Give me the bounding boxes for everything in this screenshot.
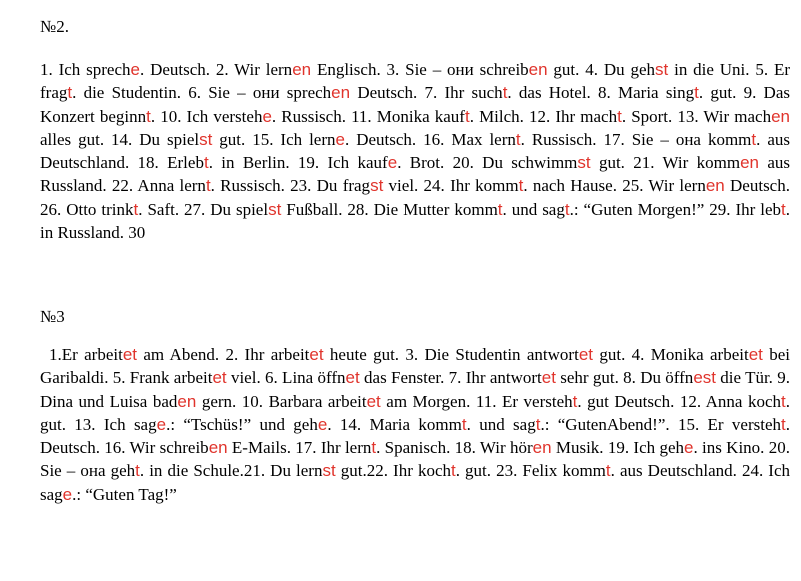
handwritten-ending: en [771, 106, 790, 126]
handwritten-ending: t [497, 199, 503, 219]
handwritten-ending: t [203, 153, 209, 173]
handwritten-ending: e [317, 414, 328, 434]
handwritten-ending: t [371, 438, 377, 458]
handwritten-ending: en [740, 153, 759, 173]
text-segment: Musik. 19. Ich geh [551, 438, 684, 458]
handwritten-ending: e [62, 484, 73, 504]
text-segment: Deutsch. 26. Otto trink [40, 176, 790, 219]
text-segment: . Brot. 20. Du schwimm [397, 153, 578, 173]
handwritten-ending: e [387, 153, 398, 173]
text-segment: die Tür. 9. Dina und Luisa bad [40, 368, 790, 411]
text-segment: . Saft. 27. Du spiel [138, 199, 269, 219]
handwritten-ending: et [309, 345, 324, 364]
text-segment: . gut. 13. Ich sag [40, 391, 791, 434]
text-segment: gut. 21. Wir komm [590, 153, 741, 173]
exercise-3-text [40, 343, 790, 506]
handwritten-ending: st [268, 199, 282, 219]
text-segment: alles gut. 14. Du spiel [40, 129, 200, 149]
handwritten-ending: t [564, 199, 570, 219]
text-segment: sehr gut. 8. Du öffn [555, 368, 694, 388]
text-segment: E-Mails. 17. Ihr lern [227, 438, 372, 458]
text-segment: . Russisch. 17. Sie – она komm [520, 129, 752, 149]
handwritten-ending: e [156, 414, 167, 434]
handwritten-ending: en [705, 176, 725, 196]
text-segment: heute gut. 3. Die Studentin antwort [323, 345, 579, 364]
handwritten-ending: e [262, 106, 272, 126]
text-segment: . ins Kino. 20. Sie – она geh [40, 438, 790, 481]
text-segment: . nach Hause. 25. Wir lern [523, 176, 706, 196]
handwritten-ending: t [605, 461, 611, 481]
text-segment: aus Russland. 22. Anna lern [40, 153, 790, 196]
text-segment: .: “GutenAbend!”. 15. Er versteh [540, 414, 782, 434]
text-segment: das Fenster. 7. Ihr antwort [359, 368, 542, 388]
text-segment: . Sport. 13. Wir mach [621, 106, 772, 126]
text-segment: viel. 24. Ihr komm [383, 176, 519, 196]
handwritten-ending: et [541, 368, 556, 388]
handwritten-ending: t [535, 414, 541, 434]
handwritten-ending: t [572, 391, 578, 411]
handwritten-ending: t [515, 129, 521, 149]
handwritten-ending: et [212, 368, 227, 388]
handwritten-ending: t [617, 106, 622, 126]
text-segment: . und sag [502, 199, 565, 219]
text-segment: gut.22. Ihr koch [335, 461, 451, 481]
text-segment: . Deutsch. 16. Wir schreib [40, 414, 791, 458]
handwritten-ending: t [464, 106, 470, 126]
text-segment: am Abend. 2. Ihr arbeit [137, 345, 310, 364]
text-segment: . gut Deutsch. 12. Anna koch [577, 391, 782, 411]
text-segment: .: “Guten Tag!” [72, 484, 177, 504]
handwritten-ending: en [292, 60, 312, 79]
handwritten-ending: st [655, 60, 669, 79]
handwritten-ending: et [366, 391, 381, 411]
text-segment: . und sag [466, 414, 536, 434]
handwritten-ending: e [335, 129, 345, 149]
text-segment: bei Garibaldi. 5. Frank arbeit [40, 345, 790, 388]
handwritten-ending: et [748, 345, 763, 364]
exercise-2-text [40, 58, 790, 244]
handwritten-ending: est [693, 368, 716, 388]
text-segment: 1.Er arbeit [49, 345, 123, 364]
text-segment: . die Studentin. 6. Sie – они sprech [72, 83, 332, 103]
text-segment: . Deutsch. 2. Wir lern [139, 60, 293, 79]
text-segment: Deutsch. 7. Ihr such [350, 83, 503, 103]
text-segment: . 10. Ich versteh [150, 106, 263, 126]
handwritten-ending: t [67, 83, 73, 103]
text-segment: . das Hotel. 8. Maria sing [507, 83, 695, 103]
text-segment: . Russisch. 23. Du frag [210, 176, 371, 196]
text-segment: . Spanisch. 18. Wir hör [376, 438, 533, 458]
text-segment: . in Berlin. 19. Ich kauf [208, 153, 388, 173]
handwritten-ending: e [130, 60, 140, 79]
text-segment: . Russisch. 11. Monika kauf [271, 106, 465, 126]
handwritten-ending: t [694, 83, 699, 103]
handwritten-ending: en [177, 391, 197, 411]
text-segment: in die Uni. 5. Er frag [40, 60, 790, 103]
handwritten-ending: t [781, 199, 786, 219]
text-segment: . aus Deutschland. 24. Ich sag [40, 461, 791, 504]
handwritten-ending: st [370, 176, 384, 196]
text-segment: . gut. 23. Felix komm [455, 461, 606, 481]
handwritten-ending: t [146, 106, 151, 126]
text-segment: .: “Tschüs!” und geh [166, 414, 318, 434]
text-segment: .: “Guten Morgen!” 29. Ihr leb [569, 199, 781, 219]
text-segment: am Morgen. 11. Er versteh [380, 391, 573, 411]
handwritten-ending: st [199, 129, 213, 149]
text-segment: . in Russland. 30 [40, 199, 790, 243]
handwritten-ending: et [578, 345, 594, 364]
handwritten-ending: t [751, 129, 757, 149]
text-segment: . Milch. 12. Ihr mach [469, 106, 618, 126]
text-segment: gut. 15. Ich lern [212, 129, 336, 149]
text-segment: viel. 6. Lina öffn [226, 368, 346, 388]
text-segment: . gut. 9. Das Konzert beginn [40, 83, 790, 126]
handwritten-ending: en [532, 438, 552, 458]
handwritten-ending: st [577, 153, 591, 173]
handwritten-ending: t [135, 461, 140, 481]
text-segment: . aus Deutschland. 18. Erleb [40, 129, 790, 173]
handwritten-ending: en [331, 83, 351, 103]
handwritten-ending: et [345, 368, 360, 388]
handwritten-ending: t [781, 391, 786, 411]
handwritten-ending: t [461, 414, 467, 434]
text-segment: . 14. Maria komm [327, 414, 462, 434]
exercise-2-title: №2. [40, 17, 69, 36]
text-segment: gern. 10. Barbara arbeit [196, 391, 367, 411]
text-segment: Englisch. 3. Sie – они schreib [311, 60, 529, 79]
handwritten-ending: st [322, 461, 336, 481]
handwritten-ending: en [208, 438, 228, 458]
handwritten-ending: t [451, 461, 456, 481]
text-segment: Fußball. 28. Die Mutter komm [281, 199, 498, 219]
text-segment: . Deutsch. 16. Max lern [345, 129, 516, 149]
text-segment: gut. 4. Du geh [547, 60, 656, 79]
text-segment: . in die Schule.21. Du lern [139, 461, 323, 481]
exercise-3-title: №3 [40, 307, 65, 326]
handwritten-ending: t [502, 83, 508, 103]
text-segment: 1. Ich sprech [40, 60, 131, 79]
handwritten-ending: e [683, 438, 694, 458]
handwritten-ending: t [205, 176, 211, 196]
handwritten-ending: en [528, 60, 548, 79]
handwritten-ending: t [518, 176, 524, 196]
handwritten-ending: et [122, 345, 138, 364]
handwritten-ending: t [781, 414, 786, 434]
handwritten-ending: t [133, 199, 139, 219]
text-segment: gut. 4. Monika arbeit [593, 345, 749, 364]
